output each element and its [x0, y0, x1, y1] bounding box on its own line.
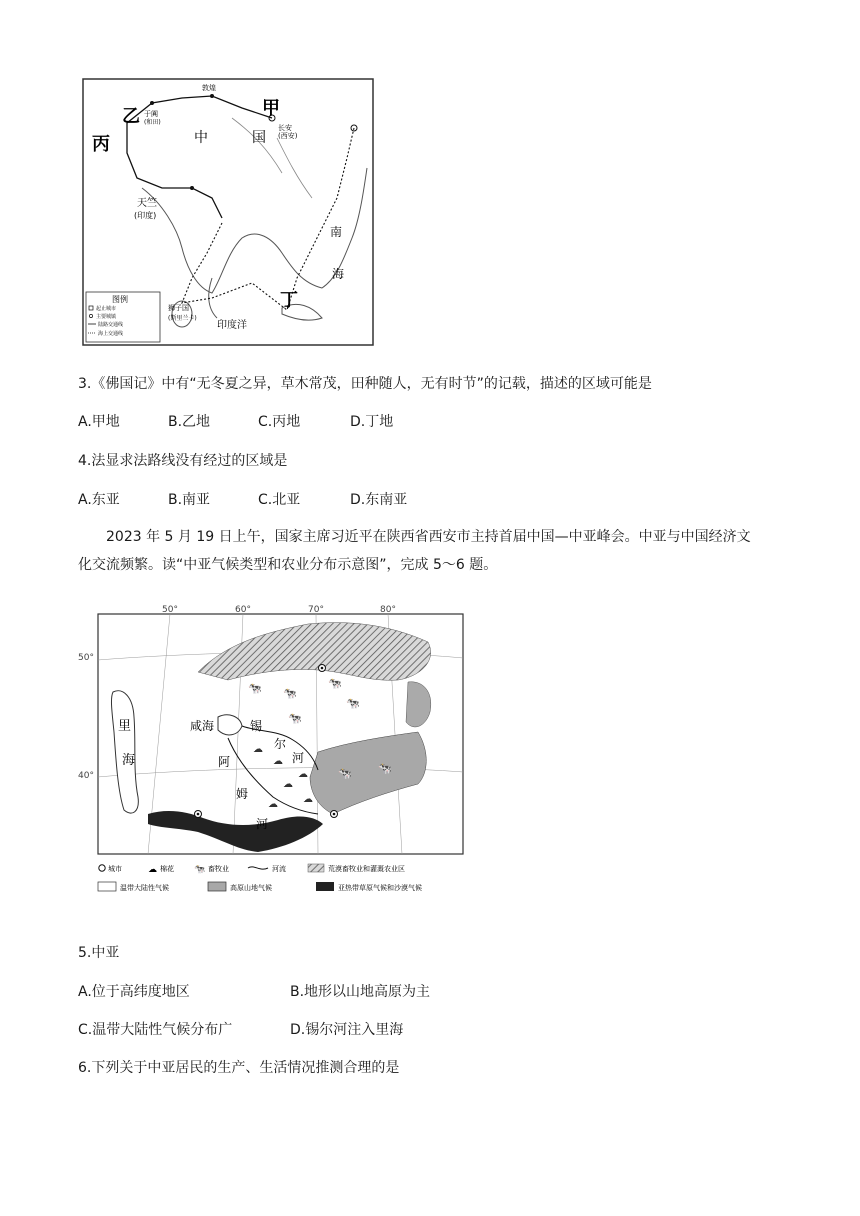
map2-legend-temperate: 温带大陆性气候 [120, 884, 169, 892]
map2-legend-river: 河流 [272, 865, 286, 873]
q3-option-c[interactable]: C.丙地 [258, 414, 301, 430]
q5-option-c[interactable]: C.温带大陆性气候分布广 [78, 1022, 233, 1038]
map2-legend-desert: 亚热带草原气候和沙漠气候 [338, 884, 422, 892]
q6-stem: 6.下列关于中亚居民的生产、生活情况推测合理的是 [78, 1060, 400, 1076]
lat-50: 50° [78, 653, 94, 663]
legend-desert-swatch [316, 882, 334, 891]
label-changan2: (西安) [278, 132, 298, 140]
label-jia: 甲 [262, 98, 280, 119]
cotton-icon: ☁ [283, 779, 293, 790]
cotton-icon: ☁ [303, 794, 313, 805]
cotton-icon: ☁ [273, 756, 283, 767]
q3-option-d[interactable]: D.丁地 [350, 414, 394, 430]
label-he: 河 [292, 751, 305, 765]
city-marker-dot [321, 667, 324, 670]
legend-highland-swatch [208, 882, 226, 891]
label-xi: 锡 [250, 719, 263, 733]
map1-legend-item-3: 陆路交通线 [98, 322, 124, 328]
label-guo: 国 [252, 130, 266, 146]
q5-option-b[interactable]: B.地形以山地高原为主 [290, 984, 431, 1000]
q4-option-d[interactable]: D.东南亚 [350, 492, 408, 508]
label-indian-ocean: 印度洋 [217, 320, 247, 331]
cotton-icon: ☁ [253, 744, 263, 755]
q4-option-b[interactable]: B.南亚 [168, 492, 211, 508]
central-asia-map-svg [78, 602, 476, 898]
lon-60: 60° [235, 605, 251, 615]
map2-legend-livestock: 畜牧业 [208, 865, 229, 873]
map1-legend-title: 图例 [112, 295, 128, 304]
map2-legend-highland: 高原山地气候 [230, 884, 272, 892]
legend-cotton-icon: ☁ [148, 865, 157, 875]
legend-temperate-swatch [98, 882, 116, 891]
lon-80: 80° [380, 605, 396, 615]
map1-legend-item-2: 主要城镇 [96, 314, 117, 320]
lon-70: 70° [308, 605, 324, 615]
livestock-icon: 🐄 [283, 687, 297, 700]
dunhuang-marker [210, 94, 214, 98]
label-bing: 丙 [92, 134, 110, 155]
map1-legend-item-4: 海上交通线 [98, 331, 124, 337]
q3-stem: 3.《佛国记》中有“无冬夏之异，草木常茂，田种随人，无有时节”的记载，描述的区域可能是 [78, 376, 652, 392]
label-er: 尔 [274, 737, 287, 751]
lon-50: 50° [162, 605, 178, 615]
livestock-icon: 🐄 [288, 712, 302, 725]
label-tianzhu: 天竺 [137, 198, 157, 209]
label-changan: 长安 [278, 124, 292, 132]
label-yindu: (印度) [134, 211, 157, 220]
map2-legend-cotton: 棉花 [160, 865, 174, 873]
livestock-icon: 🐄 [328, 677, 342, 690]
map1-legend [86, 292, 160, 342]
q5-option-d[interactable]: D.锡尔河注入里海 [290, 1022, 404, 1038]
faxian-route-map-svg [82, 78, 374, 346]
town-marker [190, 186, 194, 190]
legend-livestock-icon: 🐄 [194, 865, 206, 875]
label-ding: 丁 [280, 290, 298, 311]
label-yutian: 于阗 [144, 110, 158, 118]
q3-option-a[interactable]: A.甲地 [78, 414, 120, 430]
label-nan: 南 [330, 225, 343, 239]
label-a: 阿 [218, 755, 231, 769]
q4-option-c[interactable]: C.北亚 [258, 492, 301, 508]
label-yutian2: (和田) [144, 119, 161, 126]
label-mu: 姆 [236, 787, 249, 801]
map2-legend-city: 城市 [108, 865, 122, 873]
livestock-icon: 🐄 [378, 762, 392, 775]
label-li: 里 [118, 719, 132, 734]
map1-legend-item-1: 起止城市 [96, 306, 117, 312]
yutian-marker [150, 101, 154, 105]
label-shizi: 狮子国 [168, 304, 189, 312]
city-marker-dot [197, 813, 200, 816]
central-asia-map [78, 602, 476, 898]
faxian-route-map [82, 78, 374, 346]
label-caspian-hai: 海 [122, 753, 136, 768]
cotton-icon: ☁ [298, 769, 308, 780]
map2-legend [98, 864, 422, 892]
q4-stem: 4.法显求法路线没有经过的区域是 [78, 453, 288, 469]
intro-line-1: 2023 年 5 月 19 日上午，国家主席习近平在陕西省西安市主持首届中国—中亚峰会。中亚与中国经济文 [106, 529, 751, 545]
legend-river-icon [248, 867, 268, 869]
label-he2: 河 [256, 817, 269, 831]
livestock-icon: 🐄 [248, 682, 262, 695]
q5-stem: 5.中亚 [78, 945, 120, 961]
q5-option-a[interactable]: A.位于高纬度地区 [78, 984, 190, 1000]
label-hai: 海 [332, 267, 345, 281]
legend-pastoral-swatch [308, 864, 324, 872]
label-zhong: 中 [194, 130, 208, 146]
livestock-icon: 🐄 [338, 767, 352, 780]
q4-option-a[interactable]: A.东亚 [78, 492, 120, 508]
livestock-icon: 🐄 [346, 697, 360, 710]
label-shizi2: (斯里兰卡) [168, 315, 197, 322]
city-marker-dot [333, 813, 336, 816]
q3-option-b[interactable]: B.乙地 [168, 414, 211, 430]
label-dunhuang: 敦煌 [202, 84, 216, 92]
label-xianhai: 咸海 [190, 719, 215, 733]
map2-legend-pastoral: 荒漠畜牧业和灌溉农业区 [328, 865, 405, 873]
legend-city-icon [99, 865, 105, 871]
label-yi: 乙 [122, 106, 140, 127]
intro-line-2: 化交流频繁。读“中亚气候类型和农业分布示意图”，完成 5～6 题。 [78, 557, 498, 573]
lat-40: 40° [78, 771, 94, 781]
cotton-icon: ☁ [268, 799, 278, 810]
